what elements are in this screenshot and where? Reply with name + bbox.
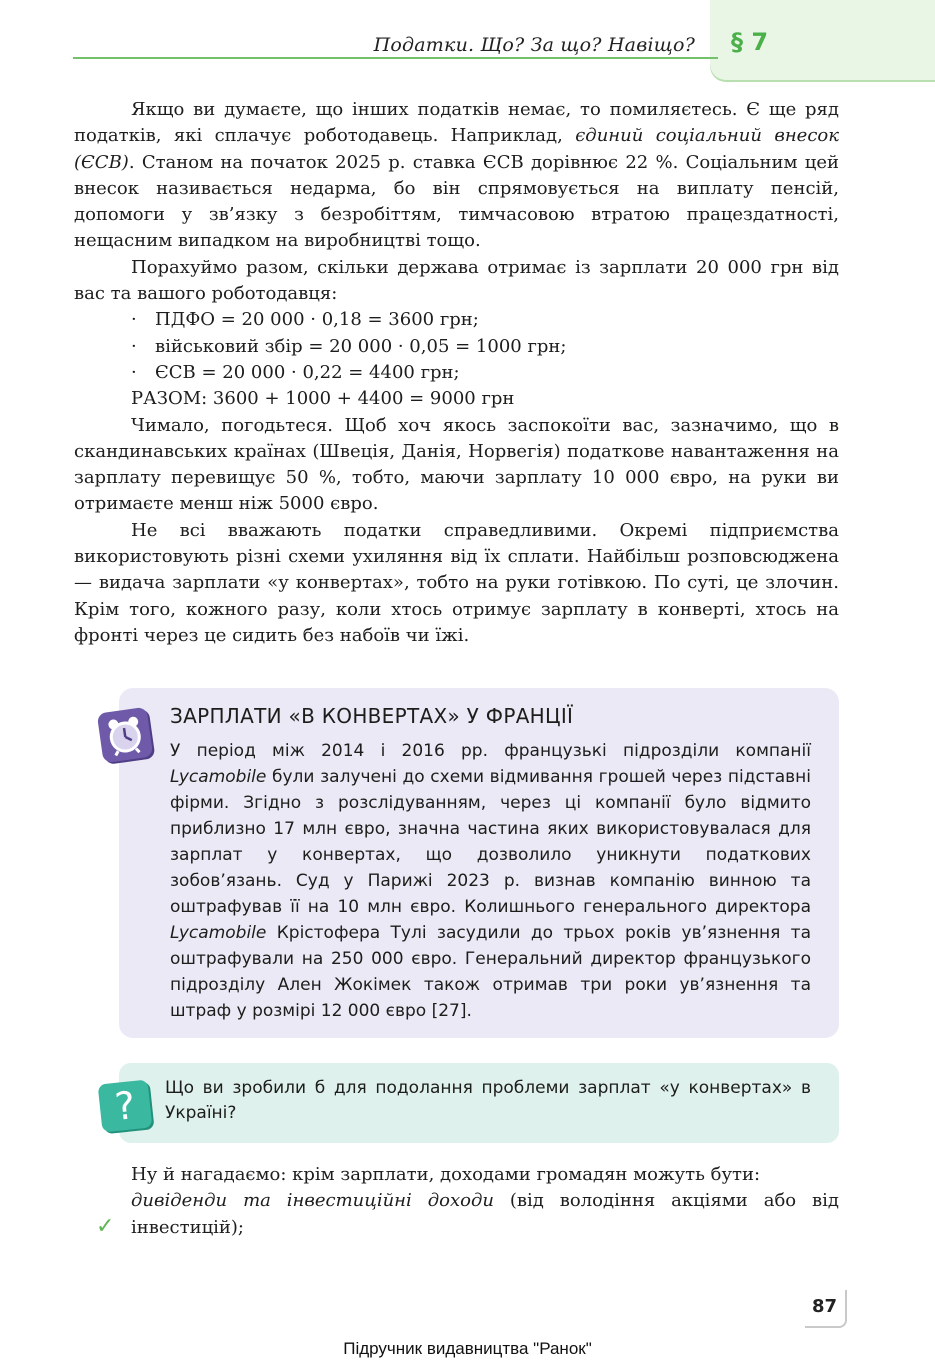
question-text: Що ви зробили б для подолання проблеми зарплат «у конвертах» в Україні? [165,1078,811,1123]
body-text-bottom [74,1162,839,1241]
chapter-title: Податки. Що? За що? Навіщо? [373,34,695,56]
company-name: Lycamobile [170,923,267,943]
info-box-heading: ЗАРПЛАТИ «В КОНВЕРТАХ» У ФРАНЦІЇ [170,704,574,728]
income-item-dividends: дивіденди та інвестиційні доходи (від володіння акціями або від інвестицій); [131,1190,840,1238]
checkmark-icon: ✓ [96,1214,115,1239]
bullet-pdfo: · ПДФО = 20 000 · 0,18 = 3600 грн; [131,309,479,331]
paragraph-scandinavia: Чимало, погодьтеся. Щоб хоч якось заспокоїти вас, зазначимо, що в скандинавських країнах (Швеція, Данія, Норвегія) податкове навантаження на зарплату перевищує 50 %, тобто, маючи зарплату 10 000 євро, на руки ви отримаєте менш ніж 5000 євро. [74,414,839,515]
alarm-clock-icon [97,707,153,763]
company-name: Lycamobile [170,767,267,787]
total-line: РАЗОМ: 3600 + 1000 + 4400 = 9000 грн [131,388,515,410]
section-number: § 7 [731,28,769,56]
info-box-text: У період між 2014 і 2016 рр. французькі підрозділи компанії Lycamobile були залучені до схеми відмивання грошей через підставні фірми. Згідно з розслідуванням, через ці компанії було відмито приблизно 17 млн євро, значна частина яких використовувалася для зарплат у конвертах, що дозволило уникнути податкових зобов’язань. Суд у Парижі 2023 р. визнав компанію винною та оштрафував її на 10 млн євро. Колишнього генерального директора Lycamobile Крістофера Тулі засудили до трьох років ув’язнення та оштрафували на 250 000 євро. Генеральний директор французького підрозділу Ален Жокімек також отримав три роки ув’язнення та штраф у розмірі 12 000 євро [27]. [170,741,811,1021]
paragraph-envelopes: Не всі вважають податки справедливими. Окремі підприємства використовують різні схеми ухиляння від їх сплати. Найбільш розповсюджена — видача зарплати «у конвертах», тобто на руки готівкою. По суті, це злочин. Крім того, кожного разу, коли хтось отримує зарплату в конверті, хтось на фронті через це сидить без набоїв чи їжі. [74,519,839,646]
bullet-military-tax: · військовий збір = 20 000 · 0,05 = 1000 грн; [131,335,567,357]
dividends-term: дивіденди та інвестиційні доходи [131,1190,494,1212]
paragraph-income: Ну й нагадаємо: крім зарплати, доходами громадян можуть бути: [131,1164,761,1185]
question-mark-icon: ? [98,1080,153,1133]
body-text-top [74,97,839,649]
header-rule [73,57,718,59]
paragraph-calculation-intro: Порахуймо разом, скільки держава отримає із зарплати 20 000 грн від вас та вашого роботодавця: [74,256,839,305]
paragraph-esv: Якщо ви думаєте, що інших податків немає, то помиляєтесь. Є ще ряд податків, які сплачує роботодавець. Наприклад, єдиний соціальний внесок (ЄСВ). Станом на початок 2025 р. ставка ЄСВ дорівнює 22 %. Соціальним цей внесок називається недарма, бо він спрямовується на виплату пенсій, допомоги у зв’язку з безробіттям, тимчасовою втратою працездатності, нещасним випадком на виробництві тощо. [74,99,839,252]
page-number: 87 [811,1296,837,1317]
esv-term: єдиний соціальний внесок (ЄСВ) [74,125,839,173]
bullet-esv: · ЄСВ = 20 000 · 0,22 = 4400 грн; [131,361,460,383]
page-number-box [805,1290,847,1328]
publisher-footer: Підручник видавництва "Ранок" [343,1339,592,1358]
